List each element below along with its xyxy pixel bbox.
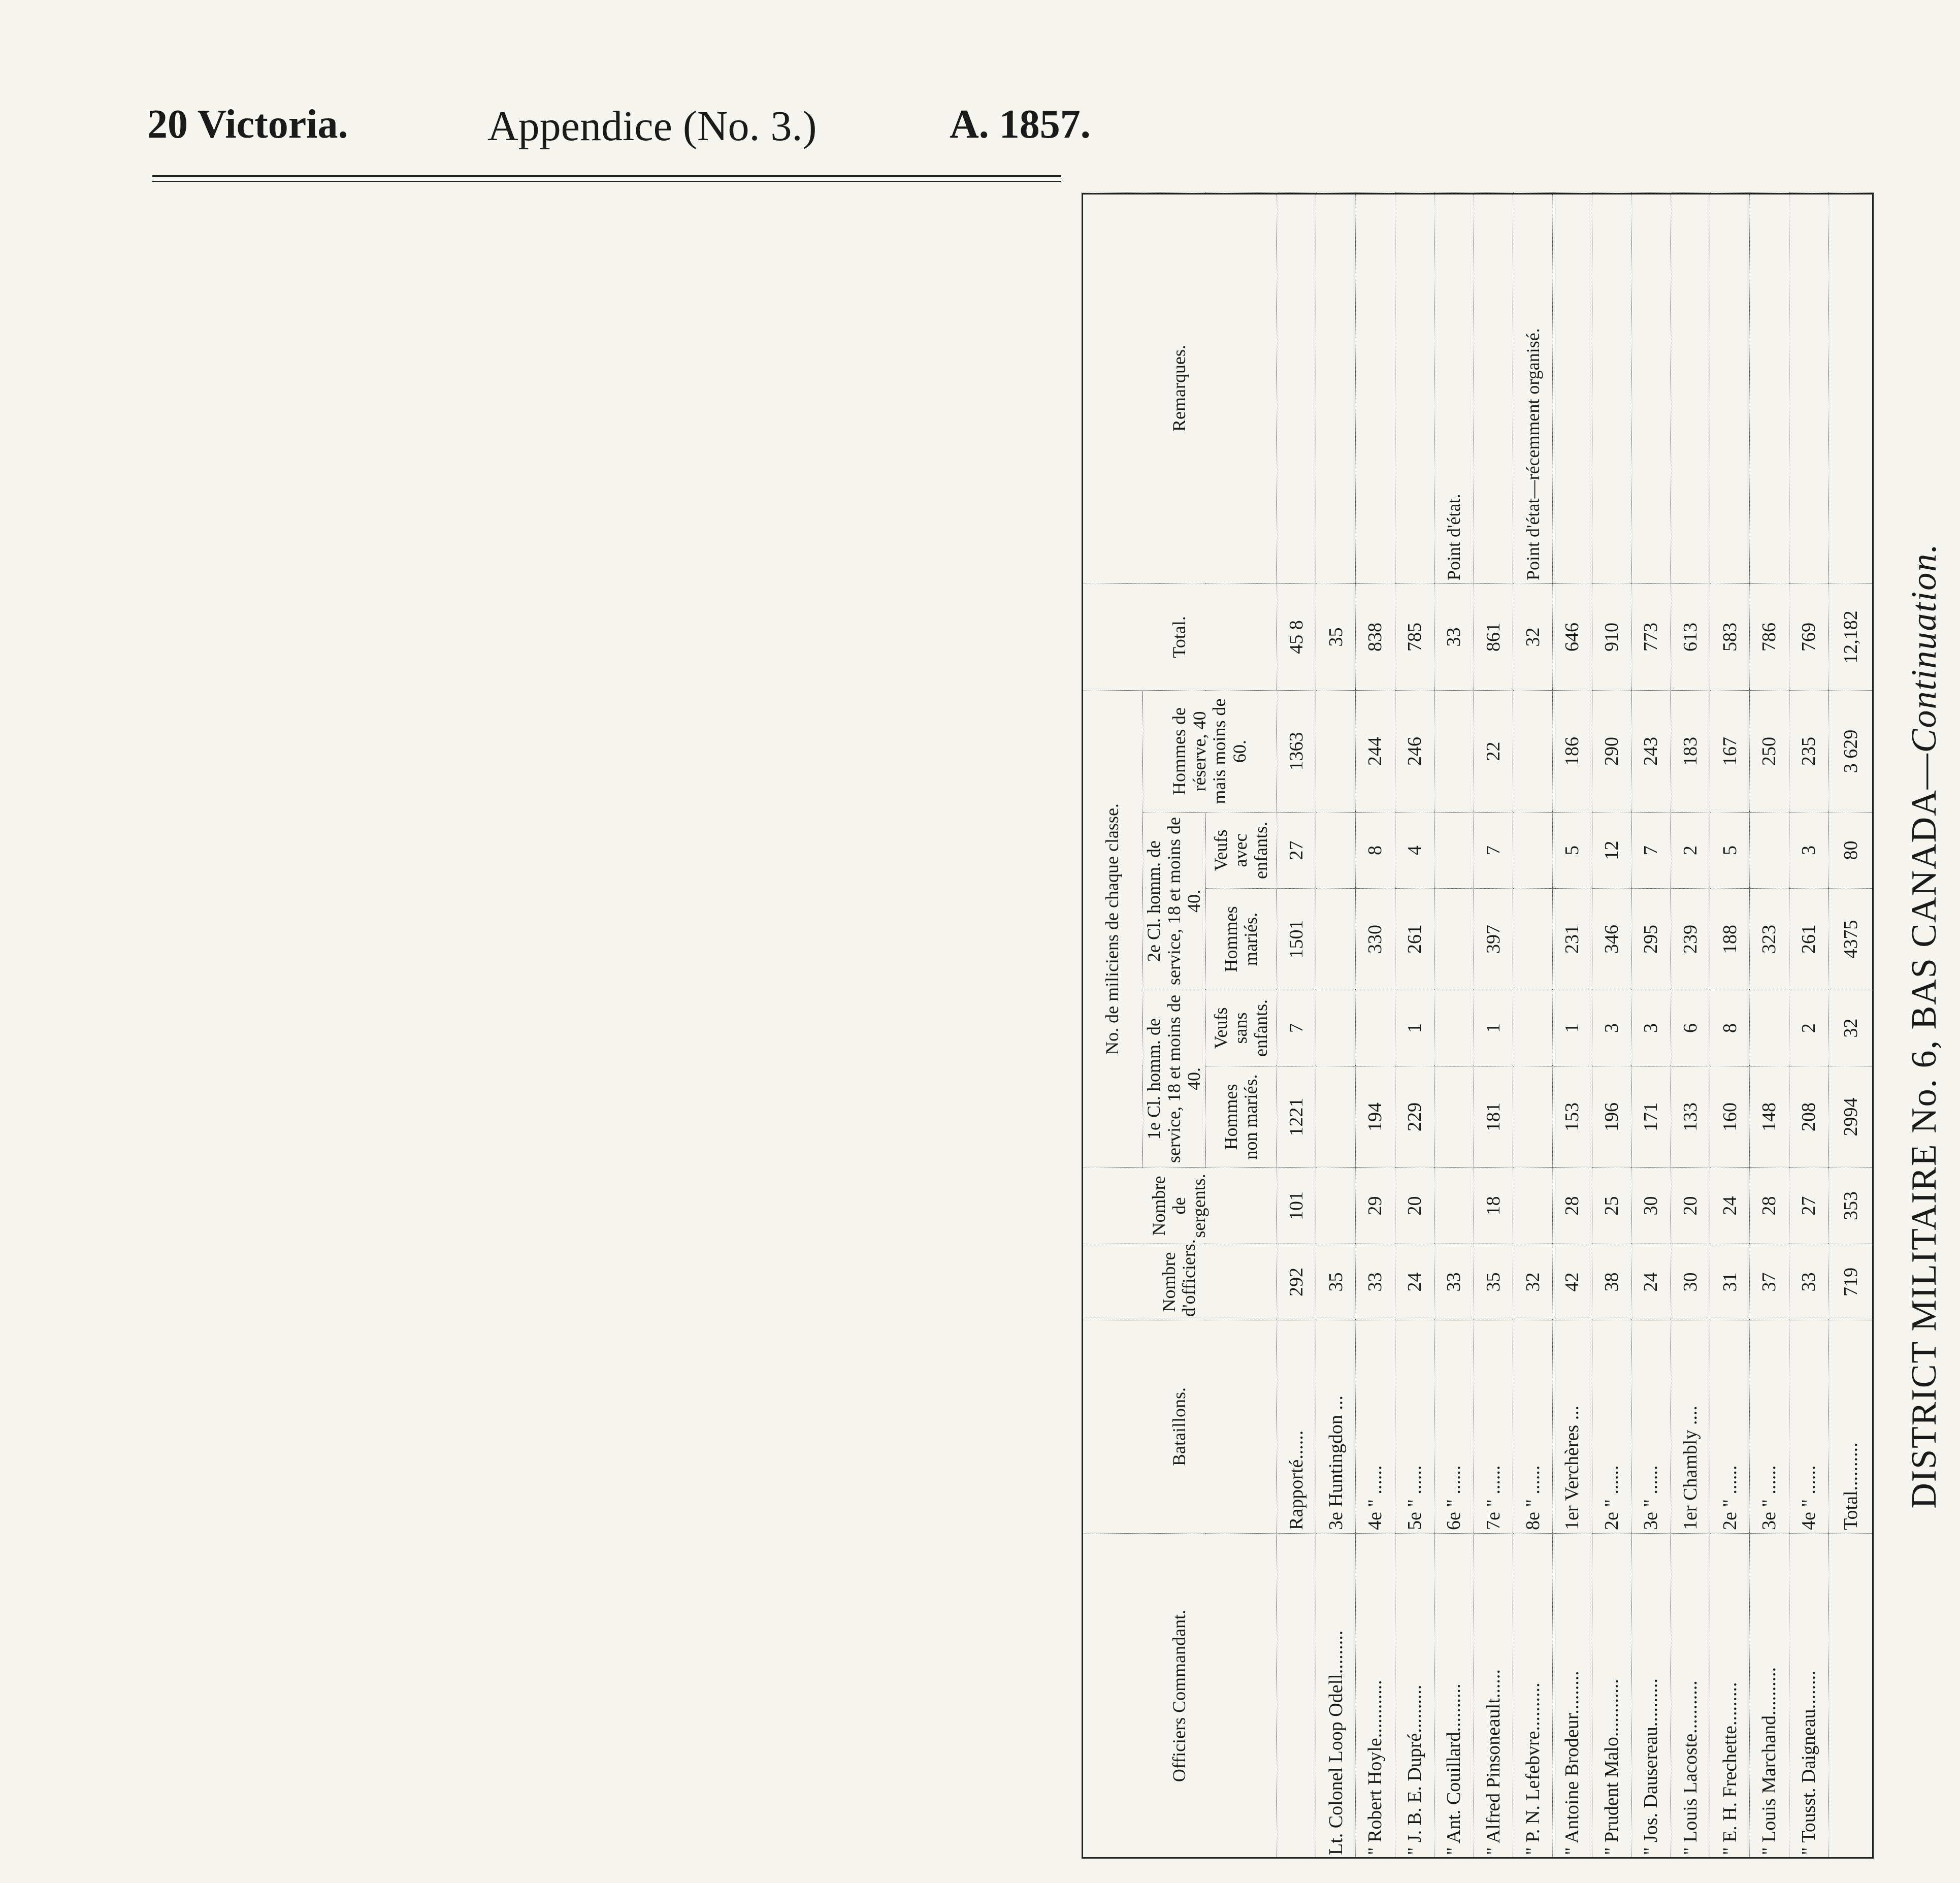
officer-count: 32 bbox=[1513, 1244, 1553, 1320]
officer-count: 30 bbox=[1671, 1244, 1710, 1320]
row-total: 646 bbox=[1552, 583, 1592, 690]
widowers-with-children: 5 bbox=[1552, 813, 1592, 889]
row-total: 613 bbox=[1671, 583, 1710, 690]
unmarried-men: 171 bbox=[1631, 1066, 1671, 1168]
header-session: 20 Victoria. bbox=[147, 102, 348, 147]
widowers-no-children: 8 bbox=[1710, 990, 1750, 1066]
officer-count: 33 bbox=[1355, 1244, 1395, 1320]
widowers-no-children: 6 bbox=[1671, 990, 1710, 1066]
widowers-with-children: 4 bbox=[1395, 813, 1434, 889]
officer-count: 38 bbox=[1592, 1244, 1631, 1320]
reserve-men: 235 bbox=[1789, 690, 1828, 812]
widowers-no-children: 1 bbox=[1474, 990, 1513, 1066]
battalion: Rapporté...... bbox=[1277, 1320, 1316, 1534]
row-total: 45 8 bbox=[1277, 583, 1316, 690]
title-continuation: Continuation. bbox=[1905, 543, 1944, 753]
col-veufs-avec-enfants: Veufs avec enfants. bbox=[1205, 813, 1277, 889]
sergeant-count: 25 bbox=[1592, 1168, 1631, 1244]
officer-count: 42 bbox=[1552, 1244, 1592, 1320]
header-rule bbox=[152, 175, 1061, 177]
widowers-no-children: 1 bbox=[1395, 990, 1434, 1066]
col-officiers: Officiers Commandant. bbox=[1082, 1534, 1277, 1859]
table-title bbox=[1904, 193, 1960, 1859]
row-total: 33 bbox=[1434, 583, 1474, 690]
officer-name: " J. B. E. Dupré.......... bbox=[1395, 1534, 1434, 1859]
unmarried-men: 1221 bbox=[1277, 1066, 1316, 1168]
row-total: 786 bbox=[1749, 583, 1789, 690]
col-first-class: 1e Cl. homm. de service, 18 et moins de 40. bbox=[1143, 990, 1206, 1168]
reserve-men: 246 bbox=[1395, 690, 1434, 812]
officer-count: 33 bbox=[1434, 1244, 1474, 1320]
officer-name: " Jos. Dausereau.......... bbox=[1631, 1534, 1671, 1859]
battalion: 2e " ...... bbox=[1592, 1320, 1631, 1534]
sergeant-count: 18 bbox=[1474, 1168, 1513, 1244]
battalion: 3e " ...... bbox=[1749, 1320, 1789, 1534]
widowers-no-children: 3 bbox=[1592, 990, 1631, 1066]
married-men: 295 bbox=[1631, 889, 1671, 990]
widowers-no-children: 7 bbox=[1277, 990, 1316, 1066]
unmarried-men: 133 bbox=[1671, 1066, 1710, 1168]
row-total: 910 bbox=[1592, 583, 1631, 690]
col-total: Total. bbox=[1082, 583, 1277, 690]
col-reserve: Hommes de réserve, 40 mais moins de 60. bbox=[1143, 690, 1277, 812]
col-no-miliciens: No. de miliciens de chaque classe. bbox=[1082, 690, 1143, 1167]
row-total: 773 bbox=[1631, 583, 1671, 690]
unmarried-men: 153 bbox=[1552, 1066, 1592, 1168]
officer-count: 35 bbox=[1474, 1244, 1513, 1320]
officer-name: " E. H. Frechette......... bbox=[1710, 1534, 1750, 1859]
reserve-men: 186 bbox=[1552, 690, 1592, 812]
reserve-men: 167 bbox=[1710, 690, 1750, 812]
reserve-men: 290 bbox=[1592, 690, 1631, 812]
battalion: 8e " ...... bbox=[1513, 1320, 1553, 1534]
unmarried-men: 181 bbox=[1474, 1066, 1513, 1168]
widowers-with-children: 3 bbox=[1789, 813, 1828, 889]
col-nb-officiers: Nombre d'officiers. bbox=[1082, 1244, 1277, 1320]
unmarried-men: 194 bbox=[1355, 1066, 1395, 1168]
row-total: 861 bbox=[1474, 583, 1513, 690]
sergeant-count: 20 bbox=[1671, 1168, 1710, 1244]
widowers-with-children: 7 bbox=[1474, 813, 1513, 889]
married-men: 261 bbox=[1395, 889, 1434, 990]
officer-name: " Prudent Malo............ bbox=[1592, 1534, 1631, 1859]
reserve-men: 244 bbox=[1355, 690, 1395, 812]
row-total: 32 bbox=[1513, 583, 1553, 690]
officer-count: 24 bbox=[1631, 1244, 1671, 1320]
reserve-men: 22 bbox=[1474, 690, 1513, 812]
widowers-with-children: 8 bbox=[1355, 813, 1395, 889]
battalion: 4e " ...... bbox=[1355, 1320, 1395, 1534]
battalion: 1er Verchères ... bbox=[1552, 1320, 1592, 1534]
table-frame bbox=[1082, 193, 1874, 1859]
header-rule-thin bbox=[152, 181, 1061, 182]
battalion: 2e " ...... bbox=[1710, 1320, 1750, 1534]
total-reserve-men: 3 629 bbox=[1828, 690, 1874, 812]
rotated-table-page bbox=[1082, 193, 1955, 1859]
officer-count: 31 bbox=[1710, 1244, 1750, 1320]
battalion: 7e " ...... bbox=[1474, 1320, 1513, 1534]
married-men: 1501 bbox=[1277, 889, 1316, 990]
col-remarques: Remarques. bbox=[1082, 192, 1277, 583]
widowers-with-children: 2 bbox=[1671, 813, 1710, 889]
col-bataillons: Bataillons. bbox=[1082, 1320, 1277, 1534]
col-veufs-sans-enfants: Veufs sans enfants. bbox=[1205, 990, 1277, 1066]
col-nb-sergents: Nombre de sergents. bbox=[1082, 1168, 1277, 1244]
remarks: Point d'état—récemment organisé. bbox=[1513, 192, 1553, 583]
married-men: 261 bbox=[1789, 889, 1828, 990]
col-hommes-maries: Hommes mariés. bbox=[1205, 889, 1277, 990]
married-men: 231 bbox=[1552, 889, 1592, 990]
reserve-men: 243 bbox=[1631, 690, 1671, 812]
officer-count: 35 bbox=[1316, 1244, 1356, 1320]
sergeant-count: 30 bbox=[1631, 1168, 1671, 1244]
married-men: 323 bbox=[1749, 889, 1789, 990]
total-row-total: 12,182 bbox=[1828, 583, 1874, 690]
sergeant-count: 28 bbox=[1749, 1168, 1789, 1244]
officer-name: " Louis Marchand.......... bbox=[1749, 1534, 1789, 1859]
battalion: 1er Chambly .... bbox=[1671, 1320, 1710, 1534]
widowers-no-children: 1 bbox=[1552, 990, 1592, 1066]
header-appendix: Appendice (No. 3.) bbox=[487, 103, 817, 150]
married-men: 346 bbox=[1592, 889, 1631, 990]
reserve-men: 1363 bbox=[1277, 690, 1316, 812]
married-men: 397 bbox=[1474, 889, 1513, 990]
battalion: 3e Huntingdon ... bbox=[1316, 1320, 1356, 1534]
officer-count: 292 bbox=[1277, 1244, 1316, 1320]
page-header bbox=[0, 0, 1147, 168]
col-hommes-non-maries: Hommes non mariés. bbox=[1205, 1066, 1277, 1168]
sergeant-count: 28 bbox=[1552, 1168, 1592, 1244]
widowers-with-children: 7 bbox=[1631, 813, 1671, 889]
unmarried-men: 229 bbox=[1395, 1066, 1434, 1168]
officer-count: 33 bbox=[1789, 1244, 1828, 1320]
sergeant-count: 24 bbox=[1710, 1168, 1750, 1244]
total-sergeant-count: 353 bbox=[1828, 1168, 1874, 1244]
sergeant-count: 20 bbox=[1395, 1168, 1434, 1244]
married-men: 239 bbox=[1671, 889, 1710, 990]
row-total: 838 bbox=[1355, 583, 1395, 690]
total-unmarried-men: 2994 bbox=[1828, 1066, 1874, 1168]
officer-count: 24 bbox=[1395, 1244, 1434, 1320]
married-men: 330 bbox=[1355, 889, 1395, 990]
battalion: 5e " ...... bbox=[1395, 1320, 1434, 1534]
officer-name: " Louis Lacoste........... bbox=[1671, 1534, 1710, 1859]
sergeant-count: 29 bbox=[1355, 1168, 1395, 1244]
widowers-no-children: 2 bbox=[1789, 990, 1828, 1066]
battalion: 4e " ...... bbox=[1789, 1320, 1828, 1534]
battalion: 6e " ...... bbox=[1434, 1320, 1474, 1534]
reserve-men: 183 bbox=[1671, 690, 1710, 812]
total-widowers-with-children: 80 bbox=[1828, 813, 1874, 889]
reserve-men: 250 bbox=[1749, 690, 1789, 812]
unmarried-men: 196 bbox=[1592, 1066, 1631, 1168]
widowers-no-children: 3 bbox=[1631, 990, 1671, 1066]
widowers-with-children: 27 bbox=[1277, 813, 1316, 889]
widowers-with-children: 12 bbox=[1592, 813, 1631, 889]
total-widowers-no-children: 32 bbox=[1828, 990, 1874, 1066]
officer-name: " Tousst. Daigneau........ bbox=[1789, 1534, 1828, 1859]
officer-name: " Ant. Couillard.......... bbox=[1434, 1534, 1474, 1859]
officer-name: Lt. Colonel Loop Odell......... bbox=[1316, 1534, 1356, 1859]
officer-name: " Robert Hoyle............ bbox=[1355, 1534, 1395, 1859]
officer-name: " Alfred Pinsoneault...... bbox=[1474, 1534, 1513, 1859]
unmarried-men: 208 bbox=[1789, 1066, 1828, 1168]
remarks: Point d'état. bbox=[1434, 192, 1474, 583]
row-total: 785 bbox=[1395, 583, 1434, 690]
battalion: 3e " ...... bbox=[1631, 1320, 1671, 1534]
row-total: 769 bbox=[1789, 583, 1828, 690]
total-officer-count: 719 bbox=[1828, 1244, 1874, 1320]
total-married-men: 4375 bbox=[1828, 889, 1874, 990]
officer-name: " P. N. Lefebvre.......... bbox=[1513, 1534, 1553, 1859]
unmarried-men: 148 bbox=[1749, 1066, 1789, 1168]
married-men: 188 bbox=[1710, 889, 1750, 990]
col-second-class: 2e Cl. homm. de service, 18 et moins de 40. bbox=[1143, 813, 1206, 990]
widowers-with-children: 5 bbox=[1710, 813, 1750, 889]
sergeant-count: 27 bbox=[1789, 1168, 1828, 1244]
sergeant-count: 101 bbox=[1277, 1168, 1316, 1244]
officer-count: 37 bbox=[1749, 1244, 1789, 1320]
officer-name: " Antoine Brodeur......... bbox=[1552, 1534, 1592, 1859]
unmarried-men: 160 bbox=[1710, 1066, 1750, 1168]
row-total: 35 bbox=[1316, 583, 1356, 690]
title-main: DISTRICT MILITAIRE No. 6, BAS CANADA— bbox=[1905, 753, 1944, 1509]
header-year: A. 1857. bbox=[950, 102, 1091, 147]
row-total: 583 bbox=[1710, 583, 1750, 690]
totals-label: Total.......... bbox=[1828, 1320, 1874, 1534]
